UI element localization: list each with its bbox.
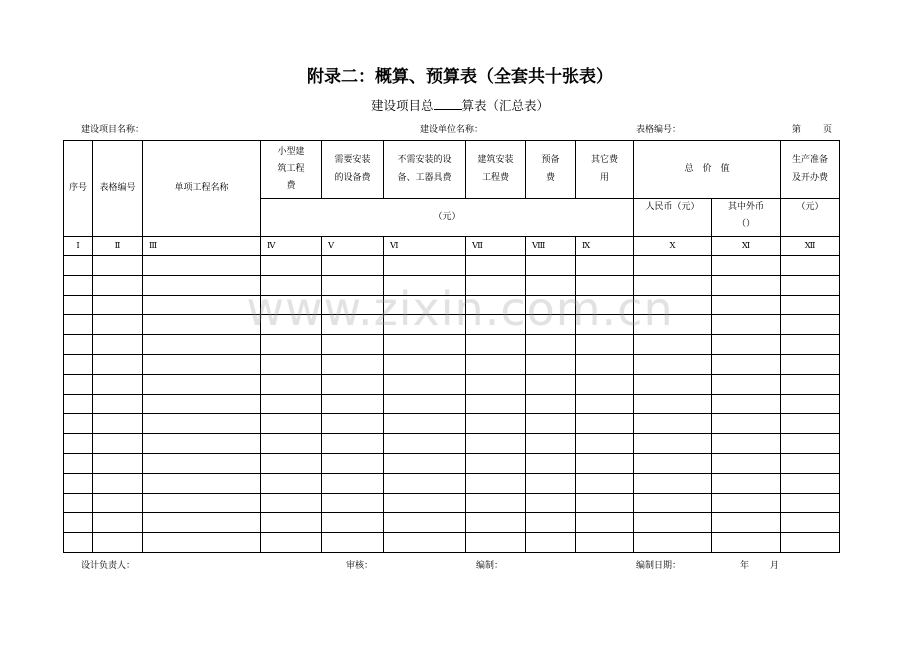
table-cell[interactable] — [466, 374, 526, 394]
table-cell[interactable] — [781, 394, 840, 414]
table-cell[interactable] — [526, 473, 576, 493]
table-cell[interactable] — [261, 453, 322, 473]
header-equip-no-install — [384, 141, 466, 199]
table-row — [64, 513, 840, 533]
header-build-install-text: 建筑安装工程费 — [477, 155, 514, 183]
table-cell[interactable] — [576, 513, 634, 533]
table-cell[interactable] — [712, 513, 781, 533]
table-cell[interactable] — [322, 493, 384, 513]
project-name-label: 建设项目名称： — [81, 125, 145, 135]
table-cell[interactable] — [781, 354, 840, 374]
table-cell[interactable] — [384, 295, 466, 315]
header-foreign-text: 其中外币（） — [728, 202, 765, 230]
table-cell[interactable] — [526, 335, 576, 355]
table-cell[interactable] — [261, 414, 322, 434]
table-cell[interactable] — [712, 354, 781, 374]
table-cell[interactable] — [781, 513, 840, 533]
table-cell[interactable] — [634, 414, 712, 434]
table-cell[interactable] — [466, 256, 526, 276]
table-cell[interactable] — [712, 394, 781, 414]
header-row-1 — [64, 141, 840, 199]
table-cell[interactable] — [781, 453, 840, 473]
table-cell[interactable] — [143, 374, 261, 394]
header-other — [576, 141, 634, 199]
table-cell[interactable] — [712, 414, 781, 434]
roman-11: Ⅺ — [712, 237, 781, 256]
table-cell[interactable] — [781, 473, 840, 493]
table-cell[interactable] — [322, 256, 384, 276]
table-cell[interactable] — [93, 493, 143, 513]
table-cell[interactable] — [634, 295, 712, 315]
table-cell[interactable] — [576, 453, 634, 473]
table-cell[interactable] — [322, 533, 384, 553]
table-cell[interactable] — [143, 315, 261, 335]
table-cell[interactable] — [634, 256, 712, 276]
table-cell[interactable] — [261, 275, 322, 295]
table-cell[interactable] — [781, 414, 840, 434]
table-cell[interactable] — [384, 275, 466, 295]
table-cell[interactable] — [634, 374, 712, 394]
table-cell[interactable] — [384, 473, 466, 493]
table-cell[interactable] — [64, 513, 93, 533]
table-cell[interactable] — [781, 434, 840, 454]
table-cell[interactable] — [64, 434, 93, 454]
header-form-no: 表格编号 — [93, 141, 143, 237]
table-cell[interactable] — [712, 315, 781, 335]
table-cell[interactable] — [143, 335, 261, 355]
roman-7: Ⅶ — [466, 237, 526, 256]
table-cell[interactable] — [261, 493, 322, 513]
roman-9: Ⅸ — [576, 237, 634, 256]
watermark: www.zixin.com.cn — [246, 282, 674, 336]
table-cell[interactable] — [93, 473, 143, 493]
roman-1: Ⅰ — [64, 237, 93, 256]
table-cell[interactable] — [384, 256, 466, 276]
table-cell[interactable] — [634, 354, 712, 374]
table-cell[interactable] — [143, 473, 261, 493]
table-cell[interactable] — [781, 275, 840, 295]
table-cell[interactable] — [322, 414, 384, 434]
table-cell[interactable] — [143, 513, 261, 533]
header-other-text: 其它费用 — [590, 155, 618, 183]
table-cell[interactable] — [526, 256, 576, 276]
table-cell[interactable] — [576, 394, 634, 414]
page-title: 附录二：概算、预算表（全套共十张表） — [307, 67, 613, 87]
table-cell[interactable] — [261, 473, 322, 493]
table-cell[interactable] — [64, 533, 93, 553]
summary-table — [63, 140, 840, 553]
year-label: 年 — [740, 561, 750, 571]
header-rmb: 人民币（元） — [634, 199, 712, 237]
table-cell[interactable] — [712, 335, 781, 355]
table-cell[interactable] — [64, 453, 93, 473]
reviewer-label: 审核： — [346, 561, 374, 571]
table-cell[interactable] — [143, 354, 261, 374]
table-row — [64, 335, 840, 355]
table-cell[interactable] — [322, 354, 384, 374]
header-seq: 序号 — [64, 141, 93, 237]
roman-5: Ⅴ — [322, 237, 384, 256]
roman-2: Ⅱ — [93, 237, 143, 256]
table-cell[interactable] — [93, 374, 143, 394]
table-cell[interactable] — [384, 315, 466, 335]
table-cell[interactable] — [781, 295, 840, 315]
table-row — [64, 394, 840, 414]
header-item-name: 单项工程名称 — [143, 141, 261, 237]
roman-6: Ⅵ — [384, 237, 466, 256]
table-cell[interactable] — [466, 493, 526, 513]
table-cell[interactable] — [64, 256, 93, 276]
table-cell[interactable] — [384, 414, 466, 434]
table-cell[interactable] — [466, 414, 526, 434]
table-cell[interactable] — [64, 335, 93, 355]
table-cell[interactable] — [261, 335, 322, 355]
table-cell[interactable] — [261, 295, 322, 315]
table-cell[interactable] — [64, 275, 93, 295]
table-cell[interactable] — [634, 335, 712, 355]
page-di-label: 第 — [792, 125, 802, 135]
table-row — [64, 354, 840, 374]
table-cell[interactable] — [322, 295, 384, 315]
header-total-value: 总 价 值 — [634, 141, 781, 199]
table-cell[interactable] — [261, 513, 322, 533]
table-cell[interactable] — [634, 513, 712, 533]
page-ye-label: 页 — [823, 125, 833, 135]
table-cell[interactable] — [712, 493, 781, 513]
table-cell[interactable] — [781, 315, 840, 335]
form-no-label: 表格编号： — [636, 125, 682, 135]
table-cell[interactable] — [712, 453, 781, 473]
header-equip-no-install-text: 不需安装的设备、工器具费 — [397, 155, 452, 183]
table-cell[interactable] — [261, 354, 322, 374]
header-small-building-text: 小型建筑工程费 — [277, 146, 305, 192]
table-cell[interactable] — [322, 275, 384, 295]
roman-4: Ⅳ — [261, 237, 322, 256]
table-cell[interactable] — [93, 394, 143, 414]
table-cell[interactable] — [634, 473, 712, 493]
table-cell[interactable] — [93, 533, 143, 553]
table-cell[interactable] — [64, 414, 93, 434]
table-cell[interactable] — [712, 256, 781, 276]
table-cell[interactable] — [576, 354, 634, 374]
header-prep-fee — [781, 141, 840, 199]
table-cell[interactable] — [322, 434, 384, 454]
table-cell[interactable] — [93, 453, 143, 473]
subtitle-suffix: 算表（汇总表） — [461, 98, 550, 113]
table-cell[interactable] — [261, 434, 322, 454]
table-cell[interactable] — [64, 374, 93, 394]
table-cell[interactable] — [384, 394, 466, 414]
table-cell[interactable] — [64, 315, 93, 335]
table-cell[interactable] — [634, 453, 712, 473]
table-cell[interactable] — [466, 533, 526, 553]
table-cell[interactable] — [526, 275, 576, 295]
table-cell[interactable] — [384, 513, 466, 533]
table-cell[interactable] — [93, 414, 143, 434]
table-cell[interactable] — [526, 374, 576, 394]
table-cell[interactable] — [466, 295, 526, 315]
table-cell[interactable] — [526, 394, 576, 414]
unit-name-label: 建设单位名称： — [420, 125, 484, 135]
table-cell[interactable] — [322, 473, 384, 493]
table-cell[interactable] — [384, 493, 466, 513]
table-cell[interactable] — [712, 374, 781, 394]
table-cell[interactable] — [526, 533, 576, 553]
table-cell[interactable] — [93, 256, 143, 276]
table-cell[interactable] — [526, 315, 576, 335]
table-cell[interactable] — [322, 453, 384, 473]
table-cell[interactable] — [466, 434, 526, 454]
date-label: 编制日期： — [636, 561, 682, 571]
table-cell[interactable] — [93, 315, 143, 335]
table-cell[interactable] — [322, 513, 384, 533]
header-reserve-text: 预备费 — [541, 155, 560, 183]
table-cell[interactable] — [781, 533, 840, 553]
table-cell[interactable] — [466, 354, 526, 374]
table-cell[interactable] — [781, 335, 840, 355]
table-cell[interactable] — [466, 473, 526, 493]
table-cell[interactable] — [526, 453, 576, 473]
table-cell[interactable] — [261, 394, 322, 414]
table-row — [64, 256, 840, 276]
table-cell[interactable] — [526, 493, 576, 513]
roman-3: Ⅲ — [143, 237, 261, 256]
table-row — [64, 473, 840, 493]
table-cell[interactable] — [93, 275, 143, 295]
table-row — [64, 374, 840, 394]
subtitle-prefix: 建设项目总 — [370, 98, 434, 113]
table-cell[interactable] — [466, 315, 526, 335]
table-cell[interactable] — [466, 394, 526, 414]
table-cell[interactable] — [261, 256, 322, 276]
table-cell[interactable] — [576, 473, 634, 493]
table-row — [64, 493, 840, 513]
table-cell[interactable] — [93, 295, 143, 315]
data-rows — [64, 256, 840, 553]
table-cell[interactable] — [634, 315, 712, 335]
subtitle — [0, 96, 920, 114]
designer-label: 设计负责人： — [81, 561, 136, 571]
table-cell[interactable] — [322, 394, 384, 414]
table-cell[interactable] — [143, 256, 261, 276]
table-cell[interactable] — [576, 414, 634, 434]
table-cell[interactable] — [576, 493, 634, 513]
table-row — [64, 414, 840, 434]
table-cell[interactable] — [526, 414, 576, 434]
table-row — [64, 295, 840, 315]
header-prep-fee-text: 生产准备及开办费 — [792, 155, 829, 183]
table-cell[interactable] — [64, 295, 93, 315]
table-cell[interactable] — [143, 295, 261, 315]
table-cell[interactable] — [93, 513, 143, 533]
table-row — [64, 533, 840, 553]
table-cell[interactable] — [384, 335, 466, 355]
table-cell[interactable] — [634, 275, 712, 295]
table-cell[interactable] — [384, 453, 466, 473]
subtitle-blank — [434, 97, 462, 110]
table-cell[interactable] — [143, 275, 261, 295]
table-cell[interactable] — [64, 354, 93, 374]
header-reserve — [526, 141, 576, 199]
table-cell[interactable] — [526, 295, 576, 315]
compiler-label: 编制： — [476, 561, 504, 571]
header-unit-yuan: （元） — [261, 199, 634, 237]
table-cell[interactable] — [634, 434, 712, 454]
table-cell[interactable] — [64, 473, 93, 493]
table-cell[interactable] — [781, 493, 840, 513]
table-cell[interactable] — [143, 394, 261, 414]
table-cell[interactable] — [712, 434, 781, 454]
table-cell[interactable] — [781, 256, 840, 276]
table-cell[interactable] — [634, 533, 712, 553]
roman-numeral-row — [64, 237, 840, 256]
table-cell[interactable] — [526, 354, 576, 374]
table-cell[interactable] — [322, 335, 384, 355]
month-label: 月 — [770, 561, 780, 571]
table-cell[interactable] — [384, 374, 466, 394]
table-cell[interactable] — [712, 473, 781, 493]
table-cell[interactable] — [261, 533, 322, 553]
table-cell[interactable] — [384, 354, 466, 374]
header-build-install — [466, 141, 526, 199]
table-cell[interactable] — [576, 533, 634, 553]
table-row — [64, 315, 840, 335]
table-cell[interactable] — [261, 374, 322, 394]
table-cell[interactable] — [526, 434, 576, 454]
header-foreign — [712, 199, 781, 237]
table-cell[interactable] — [322, 315, 384, 335]
table-cell[interactable] — [322, 374, 384, 394]
table-cell[interactable] — [576, 315, 634, 335]
table-cell[interactable] — [64, 493, 93, 513]
table-cell[interactable] — [712, 533, 781, 553]
table-cell[interactable] — [576, 374, 634, 394]
table-row — [64, 275, 840, 295]
table-cell[interactable] — [576, 335, 634, 355]
table-cell[interactable] — [261, 315, 322, 335]
table-cell[interactable] — [634, 493, 712, 513]
table-cell[interactable] — [576, 295, 634, 315]
table-cell[interactable] — [466, 453, 526, 473]
roman-12: Ⅻ — [781, 237, 840, 256]
table-cell[interactable] — [143, 493, 261, 513]
header-equip-install-text: 需要安装的设备费 — [334, 155, 371, 183]
table-cell[interactable] — [466, 275, 526, 295]
table-cell[interactable] — [576, 256, 634, 276]
table-cell[interactable] — [143, 414, 261, 434]
table-cell[interactable] — [466, 513, 526, 533]
table-row — [64, 453, 840, 473]
header-prep-unit: （元） — [781, 199, 840, 237]
table-cell[interactable] — [93, 434, 143, 454]
table-cell[interactable] — [143, 453, 261, 473]
table-cell[interactable] — [712, 295, 781, 315]
header-small-building — [261, 141, 322, 199]
table-cell[interactable] — [576, 275, 634, 295]
table-cell[interactable] — [93, 354, 143, 374]
table-cell[interactable] — [576, 434, 634, 454]
table-cell[interactable] — [384, 434, 466, 454]
roman-10: Ⅹ — [634, 237, 712, 256]
table-cell[interactable] — [712, 275, 781, 295]
table-cell[interactable] — [781, 374, 840, 394]
table-cell[interactable] — [93, 335, 143, 355]
table-cell[interactable] — [384, 533, 466, 553]
roman-8: Ⅷ — [526, 237, 576, 256]
table-row — [64, 434, 840, 454]
table-cell[interactable] — [526, 513, 576, 533]
table-cell[interactable] — [143, 533, 261, 553]
table-cell[interactable] — [634, 394, 712, 414]
header-equip-install — [322, 141, 384, 199]
table-cell[interactable] — [466, 335, 526, 355]
table-cell[interactable] — [64, 394, 93, 414]
table-cell[interactable] — [143, 434, 261, 454]
